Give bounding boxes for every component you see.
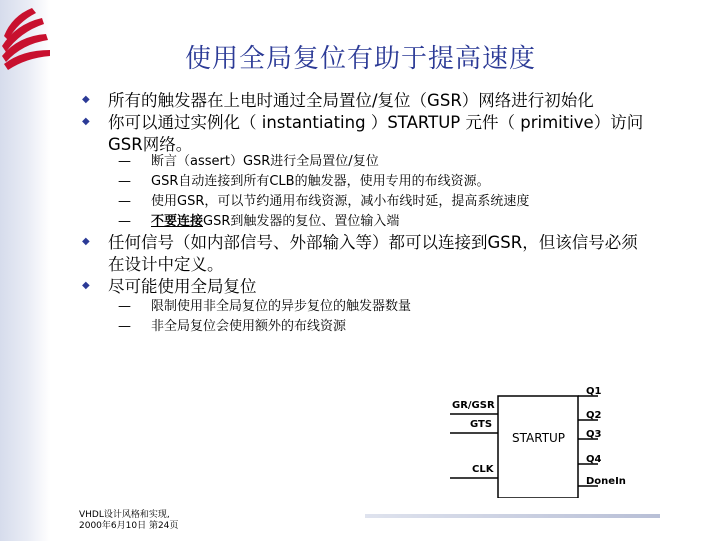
- dash-marker: —: [118, 174, 131, 189]
- side-band: [0, 0, 50, 541]
- sub-item-text: [151, 212, 399, 232]
- pin-label-input: CLK: [472, 464, 494, 475]
- bullet-item: [82, 232, 648, 276]
- dash-marker: —: [118, 299, 131, 314]
- sub-item-text: 使用GSR，可以节约通用布线资源，减小布线时延，提高系统速度: [151, 194, 530, 209]
- startup-block-shape: [450, 378, 690, 498]
- pin-label-output: Q1: [586, 386, 602, 397]
- dash-marker: —: [118, 319, 131, 334]
- emphasis-text: 不要连接: [151, 214, 204, 229]
- diamond-bullet-icon: [82, 238, 90, 246]
- dash-marker: —: [118, 154, 131, 169]
- pin-label-input: GTS: [470, 419, 493, 430]
- footer-divider: [365, 514, 660, 518]
- sub-item-rest: GSR到触发器的复位、置位输入端: [203, 214, 400, 229]
- sub-item-text: 限制使用非全局复位的异步复位的触发器数量: [151, 299, 412, 314]
- startup-diagram: [450, 378, 690, 498]
- sub-item-text: 断言（assert）GSR进行全局置位/复位: [151, 154, 379, 169]
- pin-label-output: Q2: [586, 410, 602, 421]
- diamond-bullet-icon: [82, 118, 90, 126]
- bullet-item: [82, 90, 682, 112]
- block-name: STARTUP: [512, 431, 566, 445]
- footer-line-1: VHDL设计风格和实现,: [79, 510, 170, 520]
- bullet-item: [82, 112, 644, 156]
- footer: [79, 510, 178, 532]
- sub-item-text: GSR自动连接到所有CLB的触发器，使用专用的布线资源。: [151, 174, 490, 189]
- pin-label-output: Q4: [586, 454, 602, 465]
- pin-label-output: DoneIn: [586, 476, 626, 487]
- slide-title: 使用全局复位有助于提高速度: [184, 44, 536, 74]
- bullet-text: 你可以通过实例化（ instantiating ）STARTUP 元件（ primitive）访问GSR网络。: [108, 113, 644, 154]
- bullet-text: 尽可能使用全局复位: [108, 277, 257, 296]
- footer-line-2: 2000年6月10日 第24页: [79, 521, 179, 531]
- pin-label-input: GR/GSR: [452, 400, 495, 411]
- sub-item-text: 非全局复位会使用额外的布线资源: [151, 319, 347, 334]
- bullet-item: [82, 276, 682, 298]
- dash-marker: —: [118, 194, 131, 209]
- bullet-text: 任何信号（如内部信号、外部输入等）都可以连接到GSR，但该信号必须在设计中定义。: [108, 233, 638, 274]
- pin-label-output: Q3: [586, 429, 602, 440]
- diamond-bullet-icon: [82, 282, 90, 290]
- dash-marker: —: [118, 214, 131, 229]
- bullet-text: 所有的触发器在上电时通过全局置位/复位（GSR）网络进行初始化: [108, 91, 594, 110]
- diamond-bullet-icon: [82, 96, 90, 104]
